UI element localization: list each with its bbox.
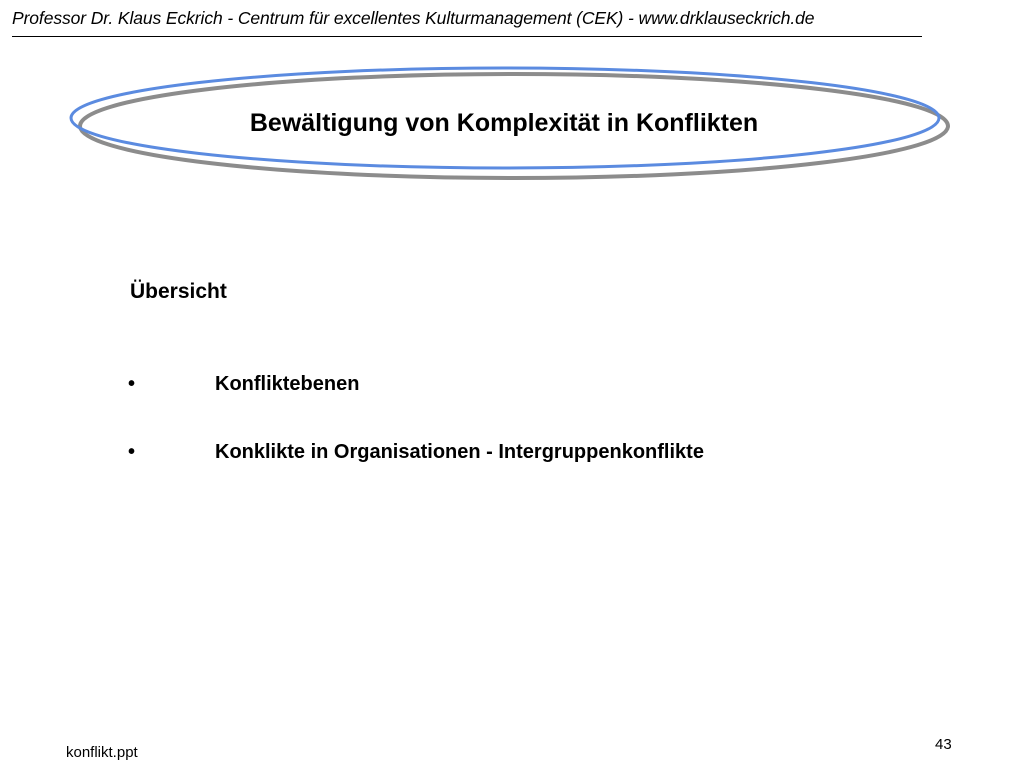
page-number: 43 [935,736,952,753]
header-text: Professor Dr. Klaus Eckrich - Centrum für excellentes Kulturmanagement (CEK) - www.drklauseckrich.de [12,8,815,28]
slide-header [12,6,922,37]
section-heading: Übersicht [130,280,227,303]
bullet-item [128,441,888,467]
bullet-icon: • [128,373,136,395]
bullet-item [128,373,888,399]
footer-filename: konflikt.ppt [66,744,138,761]
bullet-icon: • [128,441,136,463]
slide-title: Bewältigung von Komplexität in Konflikten [249,109,759,137]
bullet-text: Konfliktebenen [215,373,360,395]
bullet-text: Konklikte in Organisationen - Intergruppenkonflikte [215,441,704,463]
